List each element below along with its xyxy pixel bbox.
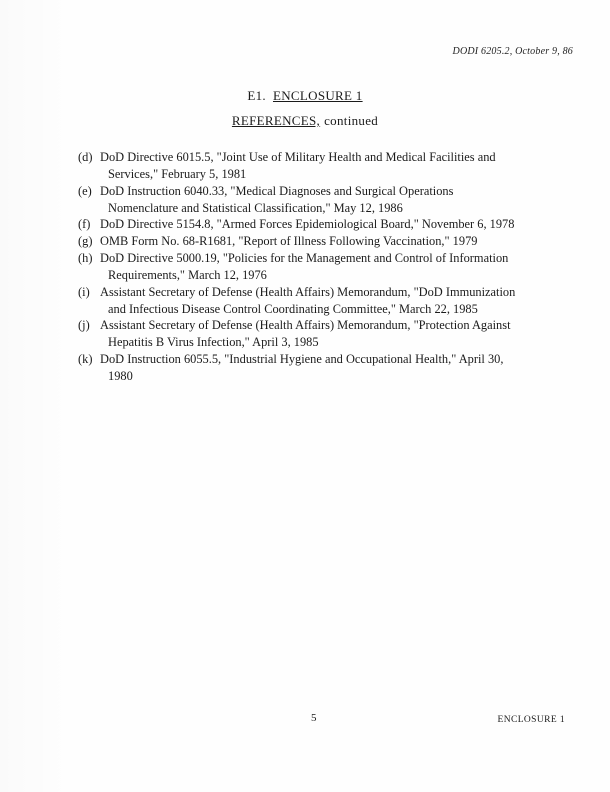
reference-item-e bbox=[78, 183, 556, 217]
reference-line: Assistant Secretary of Defense (Health Affairs) Memorandum, "DoD Immunization bbox=[100, 284, 516, 299]
enclosure-title bbox=[0, 88, 610, 104]
enclosure-title-text: ENCLOSURE 1 bbox=[272, 88, 363, 103]
reference-label: (f) bbox=[78, 217, 91, 232]
reference-label: (i) bbox=[78, 284, 90, 299]
reference-label: (g) bbox=[78, 234, 93, 249]
reference-line: Nomenclature and Statistical Classification," May 12, 1986 bbox=[108, 200, 403, 215]
reference-line: Services," February 5, 1981 bbox=[108, 166, 247, 181]
reference-line: and Infectious Disease Control Coordinating Committee," March 22, 1985 bbox=[108, 301, 478, 316]
references-subtitle-underlined: REFERENCES, bbox=[231, 113, 321, 128]
reference-item-g bbox=[78, 233, 556, 250]
references-list bbox=[78, 149, 556, 385]
footer-enclosure-label: ENCLOSURE 1 bbox=[497, 715, 565, 725]
reference-label: (j) bbox=[78, 318, 90, 333]
reference-item-i bbox=[78, 284, 556, 318]
reference-label: (h) bbox=[78, 251, 93, 266]
reference-item-d bbox=[78, 149, 556, 183]
reference-item-h bbox=[78, 250, 556, 284]
reference-line: OMB Form No. 68-R1681, "Report of Illness Following Vaccination," 1979 bbox=[100, 234, 478, 249]
reference-line: Assistant Secretary of Defense (Health Affairs) Memorandum, "Protection Against bbox=[100, 318, 511, 333]
reference-label: (k) bbox=[78, 352, 93, 367]
document-header-citation: DODI 6205.2, October 9, 86 bbox=[452, 46, 573, 57]
reference-line: DoD Directive 5154.8, "Armed Forces Epidemiological Board," November 6, 1978 bbox=[100, 217, 515, 232]
reference-item-j bbox=[78, 317, 556, 351]
reference-label: (d) bbox=[78, 150, 93, 164]
reference-item-k bbox=[78, 351, 556, 385]
references-subtitle bbox=[0, 113, 610, 129]
references-subtitle-rest: continued bbox=[324, 113, 379, 128]
reference-label: (e) bbox=[78, 183, 92, 198]
enclosure-title-prefix: E1. bbox=[247, 88, 266, 103]
reference-line: DoD Instruction 6040.33, "Medical Diagnoses and Surgical Operations bbox=[100, 183, 454, 198]
reference-line: Requirements," March 12, 1976 bbox=[108, 267, 267, 282]
page-number: 5 bbox=[311, 712, 317, 724]
reference-line: DoD Directive 5000.19, "Policies for the Management and Control of Information bbox=[100, 251, 509, 266]
reference-line: 1980 bbox=[108, 368, 133, 383]
reference-line: Hepatitis B Virus Infection," April 3, 1985 bbox=[108, 335, 319, 350]
reference-line: DoD Directive 6015.5, "Joint Use of Military Health and Medical Facilities and bbox=[100, 150, 496, 164]
reference-item-f bbox=[78, 216, 556, 233]
reference-line: DoD Instruction 6055.5, "Industrial Hygiene and Occupational Health," April 30, bbox=[100, 352, 504, 367]
